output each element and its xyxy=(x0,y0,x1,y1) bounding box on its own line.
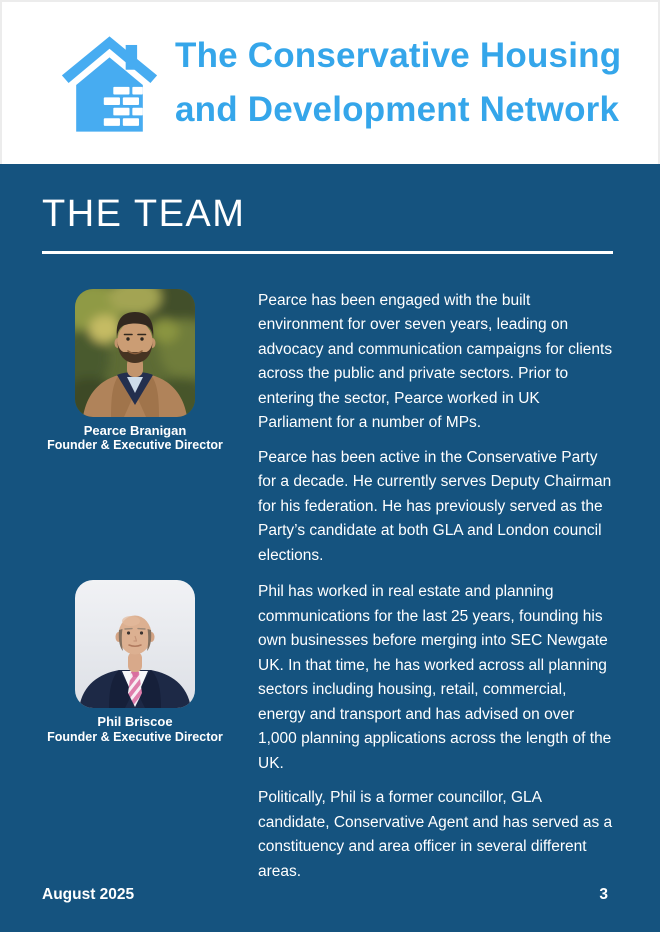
page-number: 3 xyxy=(599,886,608,903)
person-role: Founder & Executive Director xyxy=(47,729,223,744)
bio-paragraph: Phil has worked in real estate and planning communications for the last 25 years, founding his own businesses before merging into SEC Newgate UK. In that time, he has worked across all planning sectors including housing, retail, commercial, energy and transport and has advised on over 1,000 planning applications across the length of the UK. xyxy=(258,583,612,772)
brand-title-line2: and Development Network xyxy=(175,90,620,129)
brand-title xyxy=(175,29,621,137)
pearce-portrait xyxy=(75,289,195,417)
team-row-pearce xyxy=(35,289,615,569)
pearce-bio xyxy=(258,289,615,569)
team-row-phil xyxy=(35,580,615,884)
footer-date: August 2025 xyxy=(42,886,135,903)
house-bricks-icon xyxy=(60,36,159,132)
phil-bio xyxy=(258,580,615,884)
person-role: Founder & Executive Director xyxy=(47,438,223,453)
bio-paragraph: Pearce has been active in the Conservative Party for a decade. He currently serves Deputy Chairman for his federation. He has previously served as the Party’s candidate at both GLA and London council elections. xyxy=(258,448,612,564)
pearce-figure xyxy=(35,289,235,569)
person-name: Pearce Branigan xyxy=(83,422,187,438)
bio-paragraph: Politically, Phil is a former councillor, GLA candidate, Conservative Agent and has served as a constituency and area officer in several different areas. xyxy=(258,789,613,880)
phil-portrait xyxy=(75,580,195,708)
page-header xyxy=(0,0,660,164)
title-divider xyxy=(42,251,613,254)
person-name: Phil Briscoe xyxy=(97,714,173,730)
page-footer xyxy=(42,886,608,904)
bio-paragraph: Pearce has been engaged with the built environment for over seven years, leading on advocacy and communication campaigns for clients across the public and private sectors. Prior to entering the sector, Pearce worked in UK Parliament for a number of MPs. xyxy=(258,291,613,432)
brand-title-line1: The Conservative Housing xyxy=(175,36,622,75)
page-title: THE TEAM xyxy=(42,193,246,235)
phil-figure xyxy=(35,580,235,884)
